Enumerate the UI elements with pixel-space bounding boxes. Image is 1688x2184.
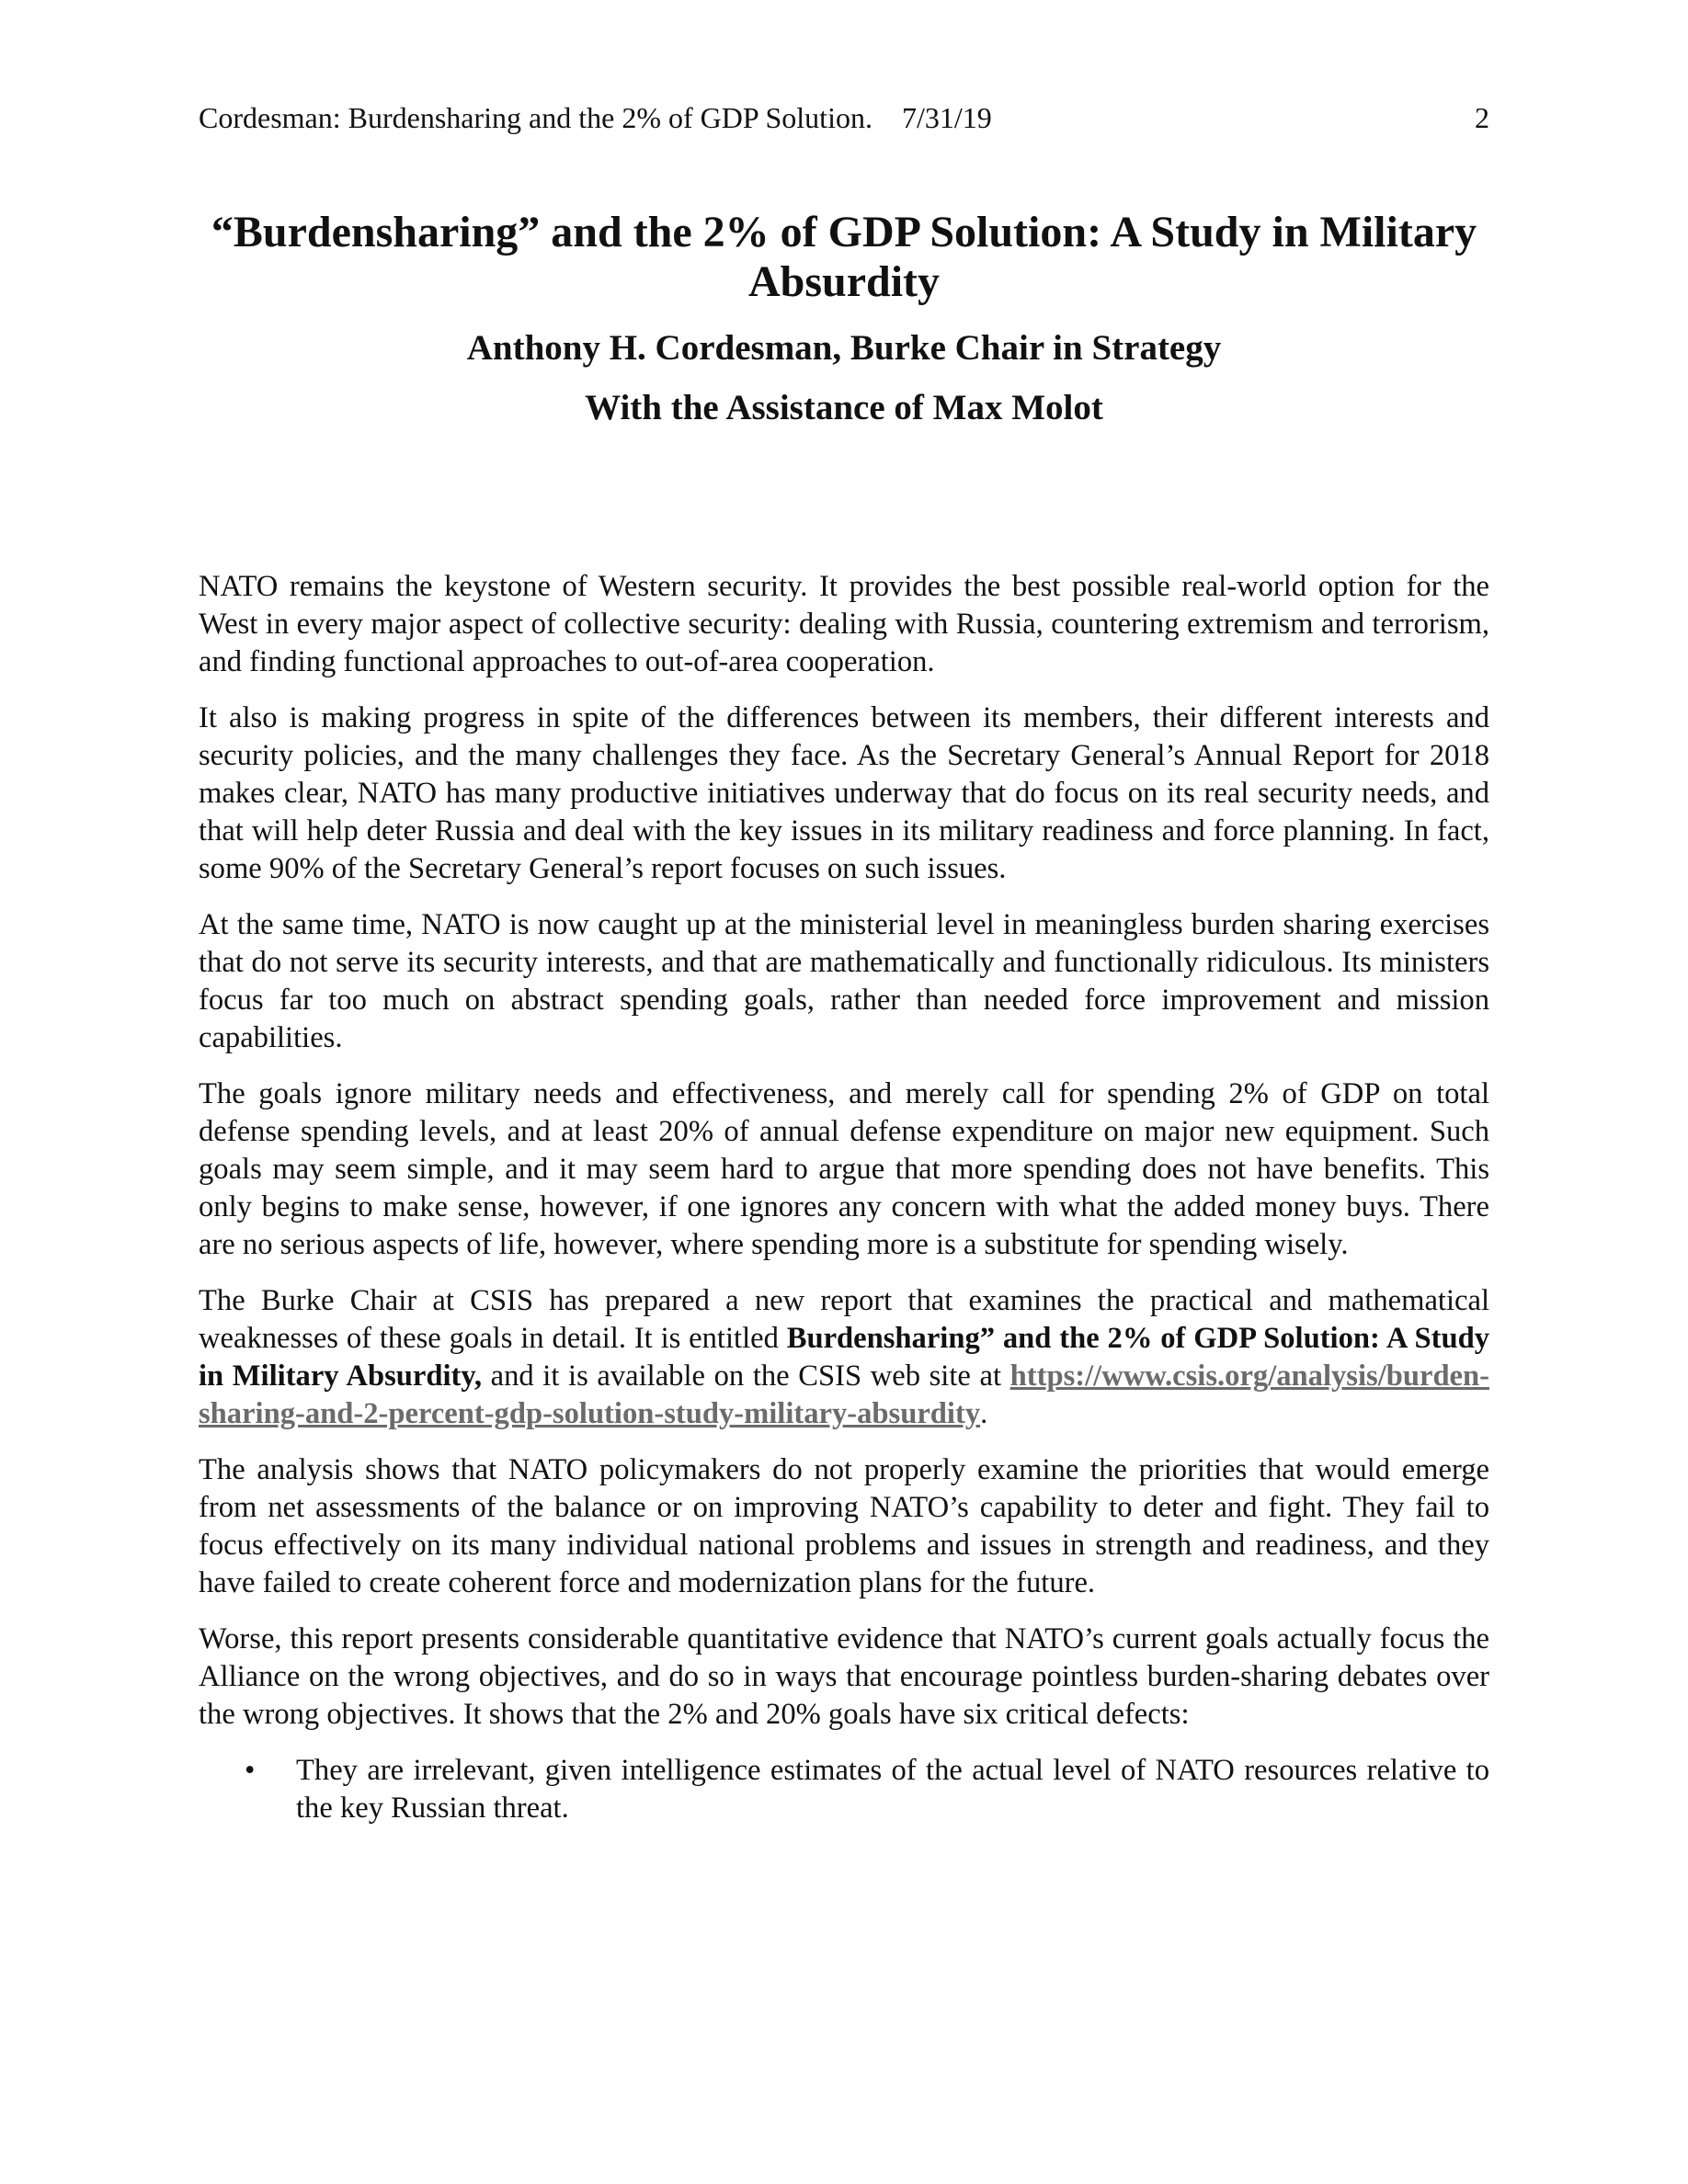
bullet-marker: •	[245, 1754, 256, 1787]
report-title: Burdensharing” and the 2% of GDP Solution: A Study in Military Absurdity,	[199, 1322, 1489, 1393]
header-date: 7/31/19	[901, 101, 992, 134]
paragraph-4: The goals ignore military needs and effectiveness, and merely call for spending 2% of GDP on total defense spending levels, and at least 20% of annual defense expenditure on major new equipment. Such goals may seem simple, and it may seem hard to argue that more spending does not have benefits. This only begins to make sense, however, if one ignores any concern with what the added money buys. There are no serious aspects of life, however, where spending more is a substitute for spending wisely.	[199, 1077, 1489, 1261]
report-middle: and it is available on the CSIS web site at	[482, 1359, 1010, 1393]
running-title: Cordesman: Burdensharing and the 2% of GDP Solution. 7/31/19	[199, 101, 992, 134]
report-end: .	[980, 1397, 988, 1430]
paragraph-7: Worse, this report presents considerable quantitative evidence that NATO’s current goals actually focus the Alliance on the wrong objectives, and do so in ways that encourage pointless burden-sharing debates over the wrong objectives. It shows that the 2% and 20% goals have six critical defects:	[199, 1622, 1489, 1731]
running-header	[199, 99, 1489, 136]
page-number: 2	[1475, 101, 1489, 134]
paragraph-6: The analysis shows that NATO policymakers do not properly examine the priorities that would emerge from net assessments of the balance or on improving NATO’s capability to deter and fight. They fail to focus effectively on its many individual national problems and issues in strength and readiness, and they have failed to create coherent force and modernization plans for the future.	[199, 1453, 1489, 1599]
paragraph-3: At the same time, NATO is now caught up at the ministerial level in meaningless burden sharing exercises that do not serve its security interests, and that are mathematically and functionally ridiculous. Its ministers focus far too much on abstract spending goals, rather than needed force improvement and mission capabilities.	[199, 908, 1489, 1054]
report-link[interactable]: https://www.csis.org/analysis/burden-sharing-and-2-percent-gdp-solution-study-military-absurdity	[199, 1359, 1489, 1430]
paragraph-2: It also is making progress in spite of the differences between its members, their different interests and security policies, and the many challenges they face. As the Secretary General’s Annual Report for 2018 makes clear, NATO has many productive initiatives underway that do focus on its real security needs, and that will help deter Russia and deal with the key issues in its military readiness and force planning. In fact, some 90% of the Secretary General’s report focuses on such issues.	[199, 701, 1489, 885]
body-text	[199, 568, 1489, 1827]
paragraph-1: NATO remains the keystone of Western security. It provides the best possible real-world option for the West in every major aspect of collective security: dealing with Russia, countering extremism and terrorism, and finding functional approaches to out-of-area cooperation.	[199, 570, 1489, 678]
assistance-line: With the Assistance of Max Molot	[585, 388, 1103, 427]
defects-list	[199, 1752, 1489, 1827]
paragraph-5-report	[199, 1282, 1489, 1433]
report-intro: The Burke Chair at CSIS has prepared a new report that examines the practical and mathematical weaknesses of these goals in detail. It is entitled	[199, 1284, 1489, 1355]
author-line: Anthony H. Cordesman, Burke Chair in Strategy	[466, 328, 1222, 368]
title-block	[199, 208, 1489, 429]
document-title: “Burdensharing” and the 2% of GDP Solution: A Study in Military Absurdity	[211, 208, 1477, 306]
list-item	[199, 1752, 1489, 1827]
bullet-text: They are irrelevant, given intelligence estimates of the actual level of NATO resources relative to the key Russian threat.	[296, 1754, 1489, 1825]
